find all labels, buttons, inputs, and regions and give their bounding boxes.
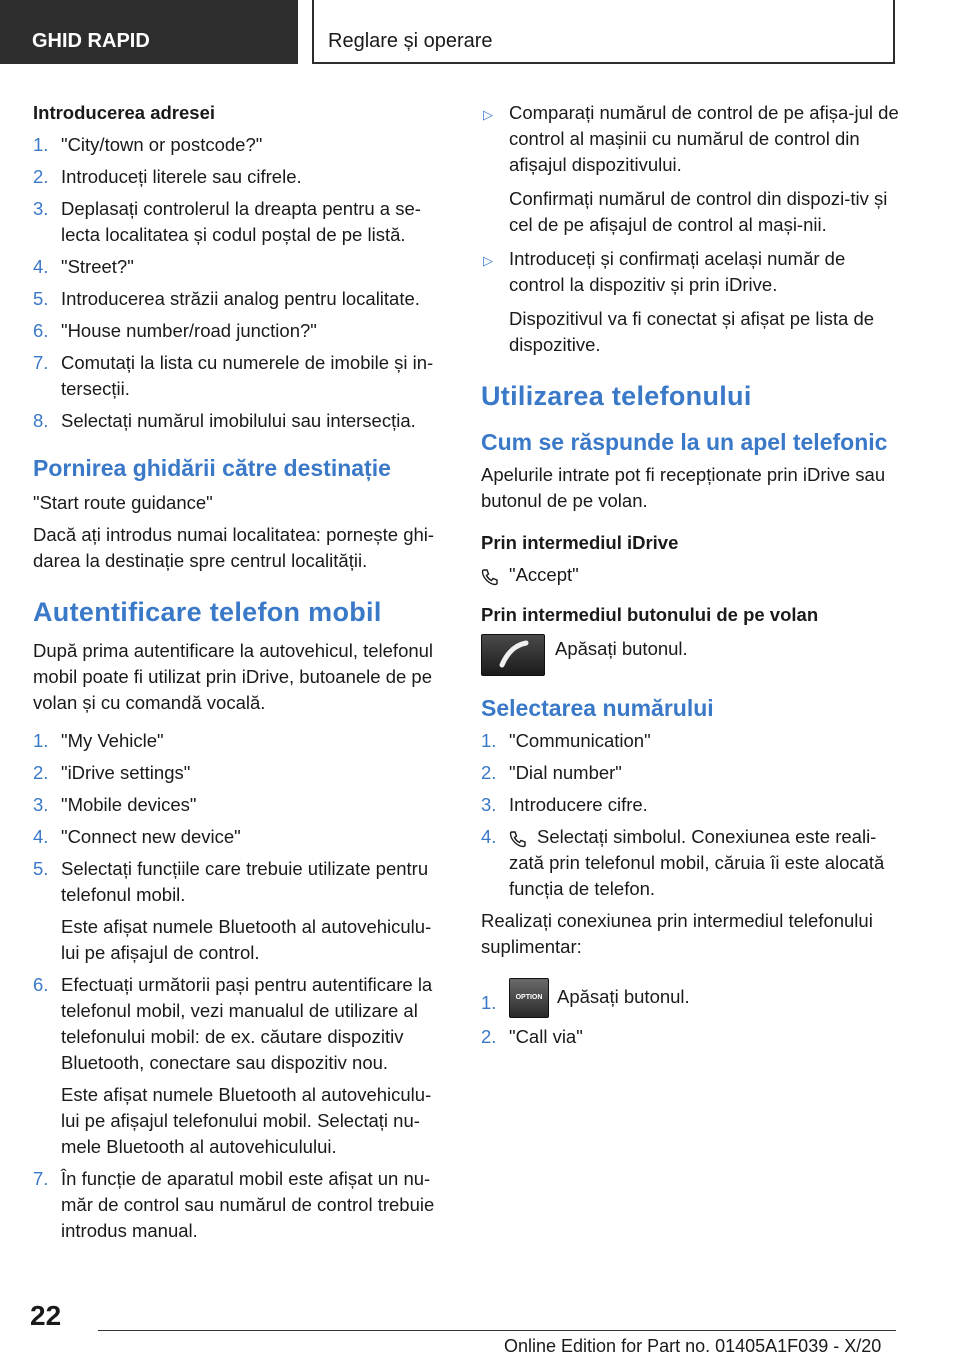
phone-dial-icon bbox=[509, 829, 527, 847]
wheel-button-row bbox=[481, 634, 901, 678]
connected-text: Dispozitivul va fi conectat și afișat pe lista de dispozitive. bbox=[509, 308, 875, 355]
left-column bbox=[33, 100, 448, 1250]
phone-handset-icon bbox=[481, 567, 499, 585]
list-item: ▷ Comparați numărul de control de pe afișa-jul de control al mașinii cu numărul de control din afișajul dispozitivului. Confirmați numărul de control din dispozi-tiv și cel de pe afișajul de control al mași-nii. bbox=[483, 102, 899, 235]
guidance-text: Dacă ați introdus numai localitatea: pornește ghi-darea la destinație spre centrul localității. bbox=[33, 524, 435, 571]
section-tab: GHID RAPID bbox=[0, 0, 298, 64]
list-item: 2. "iDrive settings" bbox=[33, 762, 191, 783]
list-item: 6. "House number/road junction?" bbox=[33, 320, 317, 341]
list-item: 1. "My Vehicle" bbox=[33, 730, 164, 751]
accept-line: "Accept" bbox=[481, 562, 901, 588]
list-item: 5. Introducerea străzii analog pentru localitate. bbox=[33, 288, 420, 309]
list-item: 1. OPTION Apăsați butonul. bbox=[481, 974, 901, 1018]
list-item: 3. "Mobile devices" bbox=[33, 794, 197, 815]
address-heading: Introducerea adresei bbox=[33, 102, 215, 123]
list-item: 1. "Communication" bbox=[481, 730, 651, 751]
list-item: 8. Selectați numărul imobilului sau intersecția. bbox=[33, 410, 416, 431]
select-number-steps bbox=[481, 728, 901, 902]
auth-heading: Autentificare telefon mobil bbox=[33, 597, 382, 627]
guidance-heading: Pornirea ghidării către destinație bbox=[33, 455, 391, 481]
triangle-bullet-icon: ▷ bbox=[483, 107, 493, 122]
page-number: 22 bbox=[30, 1300, 62, 1331]
page-header bbox=[0, 0, 960, 66]
auth-steps bbox=[33, 728, 448, 1244]
footer-edition: Online Edition for Part no. 01405A1F039 - X/20 bbox=[504, 1336, 882, 1356]
list-item: 7. Comutați la lista cu numerele de imobile și in-tersecții. bbox=[33, 352, 434, 399]
list-item: 3. Introducere cifre. bbox=[481, 794, 648, 815]
select-number-heading: Selectarea numărului bbox=[481, 695, 714, 721]
phone-button-image bbox=[481, 634, 545, 676]
answer-text: Apelurile intrate pot fi recepționate prin iDrive sau butonul de pe volan. bbox=[481, 464, 886, 511]
address-steps bbox=[33, 132, 448, 434]
auth-text: După prima autentificare la autovehicul, telefonul mobil poate fi utilizat prin iDrive, butoanele de pe volan și cu comandă vocală. bbox=[33, 640, 434, 713]
footer-divider bbox=[98, 1330, 896, 1331]
list-item: 2. Introduceți literele sau cifrele. bbox=[33, 166, 302, 187]
list-item: 4. "Connect new device" bbox=[33, 826, 241, 847]
list-item: 2. "Call via" bbox=[481, 1026, 583, 1047]
guidance-command: "Start route guidance" bbox=[33, 492, 213, 513]
answer-heading: Cum se răspunde la un apel telefonic bbox=[481, 429, 888, 455]
via-wheel-heading: Prin intermediul butonului de pe volan bbox=[481, 604, 819, 625]
list-item: 2. "Dial number" bbox=[481, 762, 622, 783]
chapter-tab: Reglare și operare bbox=[312, 0, 895, 64]
list-item: 4. "Street?" bbox=[33, 256, 134, 277]
right-column bbox=[481, 100, 901, 1056]
list-item: 4. Selectați simbolul. Conexiunea este reali-zată prin telefonul mobil, căruia îi este alocată funcția de telefon. bbox=[481, 826, 885, 899]
list-item: 3. Deplasați controlerul la dreapta pentru a se-lecta localitatea și codul poștal de pe listă. bbox=[33, 198, 421, 245]
via-idrive-heading: Prin intermediul iDrive bbox=[481, 532, 679, 553]
option-button-image: OPTION bbox=[509, 978, 549, 1018]
list-item: 6. Efectuați următorii pași pentru autentificare la telefonul mobil, vezi manualul de utilizare al telefonului mobil: de ex. căutare dispozitiv Bluetooth, conectare sau dispozitiv nou. Este afișat numele Bluetooth al autovehiculu-lui pe afișajul telefonului mobil. Selectați nu-mele Bluetooth al autovehiculului. bbox=[33, 974, 433, 1157]
list-item: 5. Selectați funcțiile care trebuie utilizate pentru telefonul mobil. Este afișat numele Bluetooth al autovehiculu-lui pe afișajul de control. bbox=[33, 858, 432, 963]
list-item: 1. "City/town or postcode?" bbox=[33, 134, 263, 155]
triangle-bullet-icon: ▷ bbox=[483, 253, 493, 268]
confirm-bullets bbox=[481, 100, 901, 298]
phone-use-heading: Utilizarea telefonului bbox=[481, 381, 752, 411]
additional-phone-text: Realizați conexiunea prin intermediul telefonului suplimentar: bbox=[481, 910, 873, 957]
list-item: 7. În funcție de aparatul mobil este afișat un nu-măr de control sau numărul de control trebuie introdus manual. bbox=[33, 1168, 435, 1241]
press-button-text: Apăsați butonul. bbox=[555, 638, 688, 659]
list-item: ▷ Introduceți și confirmați același număr de control la dispozitiv și prin iDrive. bbox=[483, 248, 846, 295]
additional-steps bbox=[481, 974, 901, 1050]
